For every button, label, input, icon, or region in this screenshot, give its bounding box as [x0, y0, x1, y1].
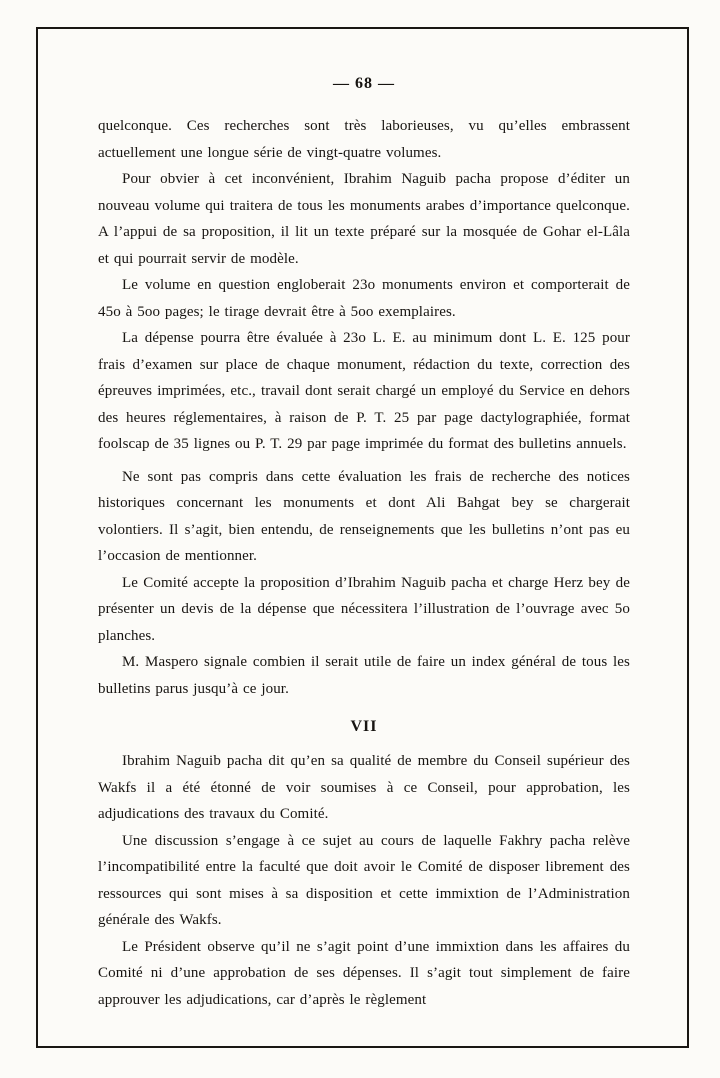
page-number: — 68 — [333, 75, 395, 92]
paragraph: La dépense pourra être évaluée à 23o L. E. au minimum dont L. E. 125 pour frais d’examen sur place de chaque monument, rédaction du texte, correction des épreuves imprimées, etc., travail dont serait chargé un employé du Service en dehors des heures réglementaires, à raison de P. T. 25 par page dactylographiée, format foolscap de 35 lignes ou P. T. 29 par page imprimée du format des bulletins annuels. [98, 330, 630, 452]
paragraph: Ibrahim Naguib pacha dit qu’en sa qualité de membre du Conseil supérieur des Wakfs il a été étonné de voir soumises à ce Conseil, pour approbation, les adjudications des travaux du Comité. [98, 753, 630, 822]
text-block-section-2 [98, 748, 630, 1013]
paragraph: Le volume en question engloberait 23o monuments environ et comporterait de 45o à 5oo pages; le tirage devrait être à 5oo exemplaires. [98, 277, 630, 320]
paragraph: Le Président observe qu’il ne s’agit point d’une immixtion dans les affaires du Comité ni d’une approbation de ses dépenses. Il s’agit tout simplement de faire approuver les adjudications, car d’après le règlement [98, 938, 630, 1008]
paragraph: Ne sont pas compris dans cette évaluation les frais de recherche des notices historiques concernant les monuments et dont Ali Bahgat bey se chargerait volontiers. Il s’agit, bien entendu, de renseignements que les bulletins n’ont pas eu l’occasion de mentionner. [98, 468, 630, 564]
text-block-section-1 [98, 113, 630, 702]
section-heading: VII [350, 718, 378, 735]
paragraph: Le Comité accepte la proposition d’Ibrahim Naguib pacha et charge Herz bey de présenter un devis de la dépense que nécessitera l’illustration de l’ouvrage avec 5o planches. [98, 574, 630, 644]
paragraph: quelconque. Ces recherches sont très laborieuses, vu qu’elles embrassent actuellement une longue série de vingt-quatre volumes. [98, 118, 630, 161]
paragraph: M. Maspero signale combien il serait utile de faire un index général de tous les bulletins parus jusqu’à ce jour. [98, 654, 630, 697]
page-border-frame [36, 27, 689, 1048]
page-content [38, 29, 687, 1013]
paragraph: Une discussion s’engage à ce sujet au cours de laquelle Fakhry pacha relève l’incompatibilité entre la faculté que doit avoir le Comité de disposer librement des ressources qui sont mises à sa disposition et cette immixtion de l’Administration générale des Wakfs. [98, 832, 630, 928]
paragraph: Pour obvier à cet inconvénient, Ibrahim Naguib pacha propose d’éditer un nouveau volume qui traitera de tous les monuments arabes d’importance quelconque. A l’appui de sa proposition, il lit un texte préparé sur la mosquée de Gohar el-Lâla et qui pourrait servir de modèle. [98, 171, 630, 267]
